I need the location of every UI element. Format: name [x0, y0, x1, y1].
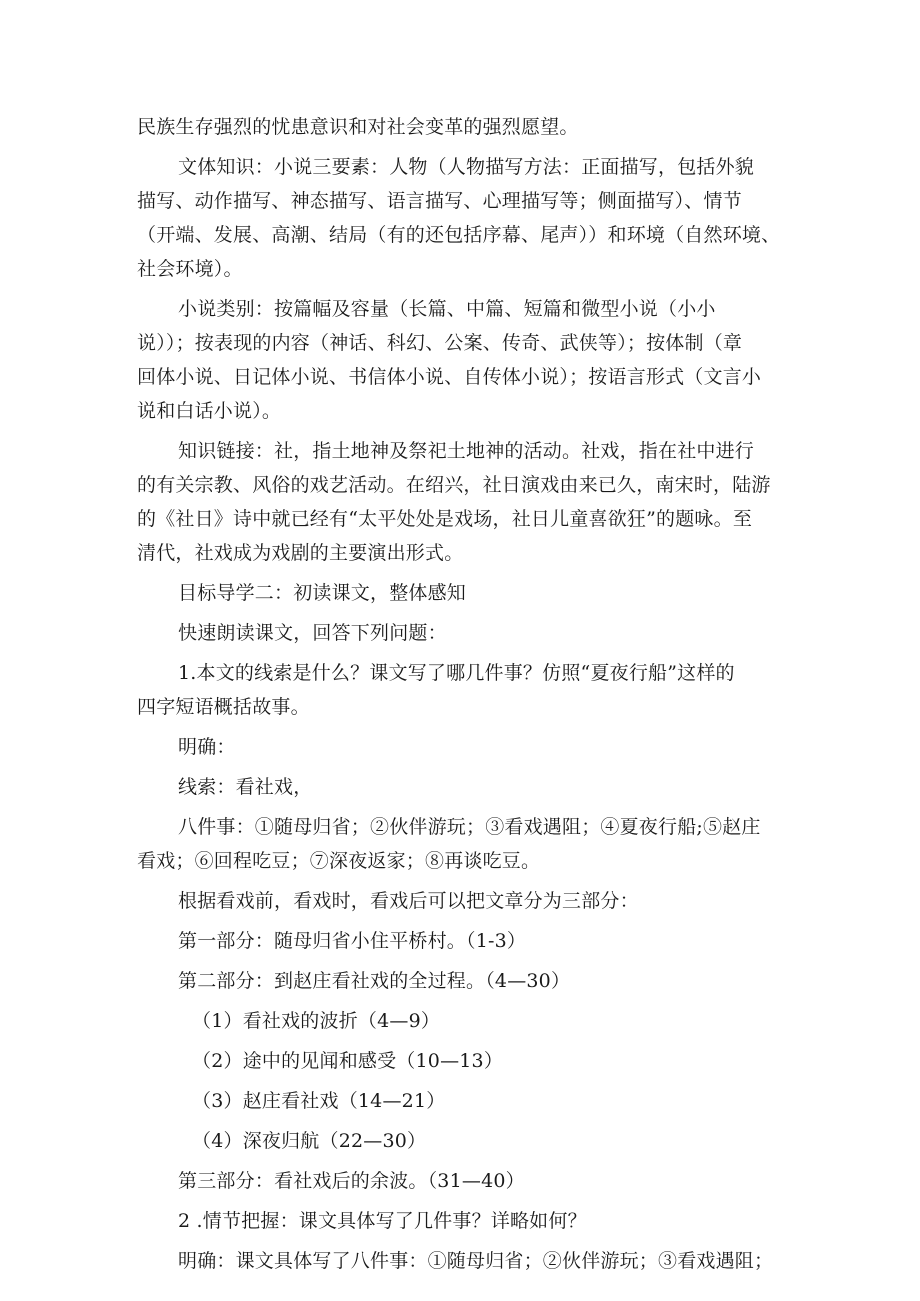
question-1: 1.本文的线索是什么？课文写了哪几件事？仿照“夏夜行船”这样的	[178, 662, 735, 684]
part-two: 第二部分：到赵庄看社戏的全过程。（4—30）	[178, 970, 571, 992]
paragraph-line: 说和白话小说）。	[137, 400, 282, 422]
part-two-sub-3: （3）赵庄看社戏（14—21）	[192, 1090, 446, 1112]
paragraph-line: 的有关宗教、风俗的戏艺活动。在绍兴，社日演戏由来已久，南宋时，陆游	[137, 474, 771, 496]
paragraph-line: 四字短语概括故事。	[137, 696, 310, 718]
knowledge-link-paragraph: 知识链接：社，指土地神及祭祀土地神的活动。社戏，指在社中进行	[178, 440, 755, 462]
answer-2: 明确：课文具体写了八件事：①随母归省；②伙伴游玩；③看戏遇阻；	[178, 1250, 774, 1272]
paragraph-line: （开端、发展、高潮、结局（有的还包括序幕、尾声））和环境（自然环境、	[137, 224, 781, 246]
clue-line: 线索：看社戏，	[178, 776, 313, 798]
section-heading: 目标导学二：初读课文，整体感知	[178, 582, 467, 604]
paragraph-line: 民族生存强烈的忧患意识和对社会变革的强烈愿望。	[137, 116, 579, 138]
part-two-sub-1: （1）看社戏的波折（4—9）	[192, 1010, 441, 1032]
eight-events-line: 八件事：①随母归省；②伙伴游玩；③看戏遇阻；④夏夜行船;⑤赵庄	[178, 816, 761, 838]
paragraph-line: 社会环境）。	[137, 258, 243, 280]
part-three: 第三部分：看社戏后的余波。（31—40）	[178, 1170, 525, 1192]
novel-category-paragraph: 小说类别：按篇幅及容量（长篇、中篇、短篇和微型小说（小小	[178, 298, 716, 320]
paragraph-line: 清代，社戏成为戏剧的主要演出形式。	[137, 542, 464, 564]
paragraph-line: 回体小说、日记体小说、书信体小说、自传体小说）；按语言形式（文言小	[137, 366, 762, 388]
answer-label: 明确：	[178, 736, 236, 758]
instruction-line: 快速朗读课文，回答下列问题：	[178, 622, 447, 644]
document-page	[137, 110, 797, 1278]
part-two-sub-4: （4）深夜归航（22—30）	[192, 1130, 427, 1152]
paragraph-line: 说））；按表现的内容（神话、科幻、公案、传奇、武侠等）；按体制（章	[137, 332, 743, 354]
question-2: 2 .情节把握：课文具体写了几件事？详略如何？	[178, 1210, 587, 1232]
structure-intro: 根据看戏前，看戏时，看戏后可以把文章分为三部分：	[178, 890, 639, 912]
paragraph-line: 的《社日》诗中就已经有“太平处处是戏场，社日儿童喜欲狂”的题咏。至	[137, 508, 753, 530]
part-two-sub-2: （2）途中的见闻和感受（10—13）	[192, 1050, 504, 1072]
paragraph-line: 描写、动作描写、神态描写、语言描写、心理描写等；侧面描写）、情节	[137, 190, 742, 212]
genre-knowledge-paragraph: 文体知识：小说三要素：人物（人物描写方法：正面描写，包括外貌	[178, 156, 755, 178]
part-one: 第一部分：随母归省小住平桥村。（1-3）	[178, 930, 527, 952]
paragraph-line: 看戏；⑥回程吃豆；⑦深夜返家；⑧再谈吃豆。	[137, 850, 541, 872]
